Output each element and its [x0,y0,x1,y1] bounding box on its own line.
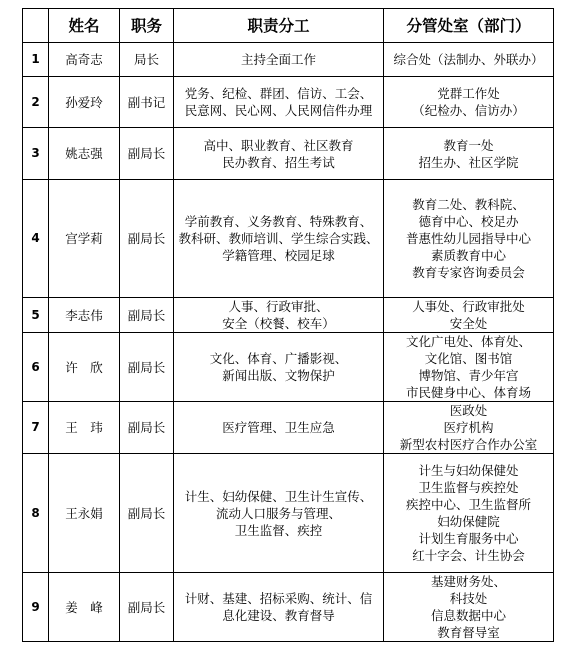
person-name: 姚志强 [49,128,120,180]
position-title: 副局长 [120,402,174,454]
header-title: 职务 [120,9,174,43]
row-index: 9 [23,573,49,642]
table-row [23,333,554,402]
department-line: 文化广电处、体育处、 [405,334,531,349]
duty-line: 学前教育、义务教育、特殊教育、 [184,214,373,229]
person-name: 李志伟 [49,298,120,333]
duty-line: 民办教育、招生考试 [222,154,335,170]
row-index: 7 [23,402,49,454]
departments-cell [384,180,554,298]
duty-line: 医疗管理、卫生应急 [222,420,335,435]
position-title: 局长 [120,43,174,77]
duty-line: 安全（校餐、校车） [222,316,335,331]
person-name: 许 欣 [49,333,120,402]
departments-cell [384,573,554,642]
duty-line: 人事、行政审批、 [228,299,329,314]
department-line: 教育督导室 [437,625,500,640]
table-row [23,573,554,642]
duty-line: 新闻出版、文物保护 [222,368,335,383]
row-index: 5 [23,298,49,333]
leadership-duties-table [22,8,554,642]
duty-line: 党务、纪检、群团、信访、工会、 [184,86,373,101]
duties-cell [174,180,384,298]
row-index: 3 [23,128,49,180]
department-line: 教育一处 [443,137,494,153]
duty-line: 主持全面工作 [240,52,316,67]
duties-cell [174,43,384,77]
department-line: （纪检办、信访办） [412,103,525,118]
table-row [23,298,554,333]
table-row [23,77,554,128]
position-title: 副局长 [120,180,174,298]
department-line: 德育中心、校足办 [418,214,519,229]
header-departments: 分管处室（部门） [384,9,554,43]
department-line: 招生办、社区学院 [418,154,519,170]
person-name: 宫学莉 [49,180,120,298]
department-line: 信息数据中心 [430,608,506,623]
department-line: 博物馆、青少年宫 [418,368,519,383]
department-line: 市民健身中心、体育场 [405,385,531,400]
departments-cell [384,454,554,573]
duty-line: 息化建设、教育督导 [222,608,335,623]
duty-line: 教科研、教师培训、学生综合实践、 [178,231,379,246]
duty-line: 学籍管理、校园足球 [222,248,335,263]
row-index: 8 [23,454,49,573]
department-line: 普惠性幼儿园指导中心 [405,231,531,246]
position-title: 副局长 [120,454,174,573]
person-name: 高奇志 [49,43,120,77]
departments-cell [384,128,554,180]
row-index: 1 [23,43,49,77]
department-line: 安全处 [449,316,488,331]
position-title: 副局长 [120,128,174,180]
position-title: 副局长 [120,333,174,402]
row-index: 2 [23,77,49,128]
department-line: 计生与妇幼保健处 [418,463,519,478]
duty-line: 卫生监督、疾控 [234,522,323,538]
duty-line: 计生、妇幼保健、卫生计生宣传、 [184,488,373,504]
header-duties: 职责分工 [174,9,384,43]
departments-cell [384,333,554,402]
duties-cell [174,128,384,180]
departments-cell [384,77,554,128]
duties-cell [174,77,384,128]
row-index: 6 [23,333,49,402]
department-line: 红十字会、计生协会 [412,548,525,563]
department-line: 卫生监督与疾控处 [418,480,519,495]
table-row [23,128,554,180]
person-name: 姜 峰 [49,573,120,642]
position-title: 副书记 [120,77,174,128]
duty-line: 流动人口服务与管理、 [215,505,341,521]
row-index: 4 [23,180,49,298]
header-row [23,9,554,43]
duty-line: 民意网、民心网、人民网信件办理 [184,103,373,118]
department-line: 基建财务处、 [430,574,506,589]
department-line: 计划生育服务中心 [418,531,519,546]
header-index [23,9,49,43]
department-line: 妇幼保健院 [437,514,500,529]
duties-cell [174,454,384,573]
position-title: 副局长 [120,573,174,642]
departments-cell [384,298,554,333]
table-row [23,43,554,77]
department-line: 新型农村医疗合作办公室 [399,437,538,452]
person-name: 孙爱玲 [49,77,120,128]
department-line: 人事处、行政审批处 [412,299,525,314]
table-row [23,454,554,573]
duty-line: 文化、体育、广播影视、 [209,351,348,366]
duties-cell [174,298,384,333]
department-line: 党群工作处 [437,86,500,101]
duties-cell [174,333,384,402]
department-line: 疾控中心、卫生监督所 [405,497,531,512]
leadership-table-container [22,8,554,642]
duty-line: 高中、职业教育、社区教育 [203,137,354,153]
person-name: 王永娟 [49,454,120,573]
table-row [23,402,554,454]
duties-cell [174,402,384,454]
departments-cell [384,402,554,454]
duty-line: 计财、基建、招标采购、统计、信 [184,591,373,606]
department-line: 医政处 [449,403,488,418]
department-line: 文化馆、图书馆 [424,351,513,366]
department-line: 医疗机构 [443,420,494,435]
position-title: 副局长 [120,298,174,333]
department-line: 科技处 [449,591,488,606]
person-name: 王 玮 [49,402,120,454]
header-name: 姓名 [49,9,120,43]
table-row [23,180,554,298]
department-line: 教育二处、教科院、 [412,197,525,212]
departments-cell [384,43,554,77]
department-line: 综合处（法制办、外联办） [393,52,544,67]
duties-cell [174,573,384,642]
department-line: 素质教育中心 [430,248,506,263]
department-line: 教育专家咨询委员会 [412,265,525,280]
